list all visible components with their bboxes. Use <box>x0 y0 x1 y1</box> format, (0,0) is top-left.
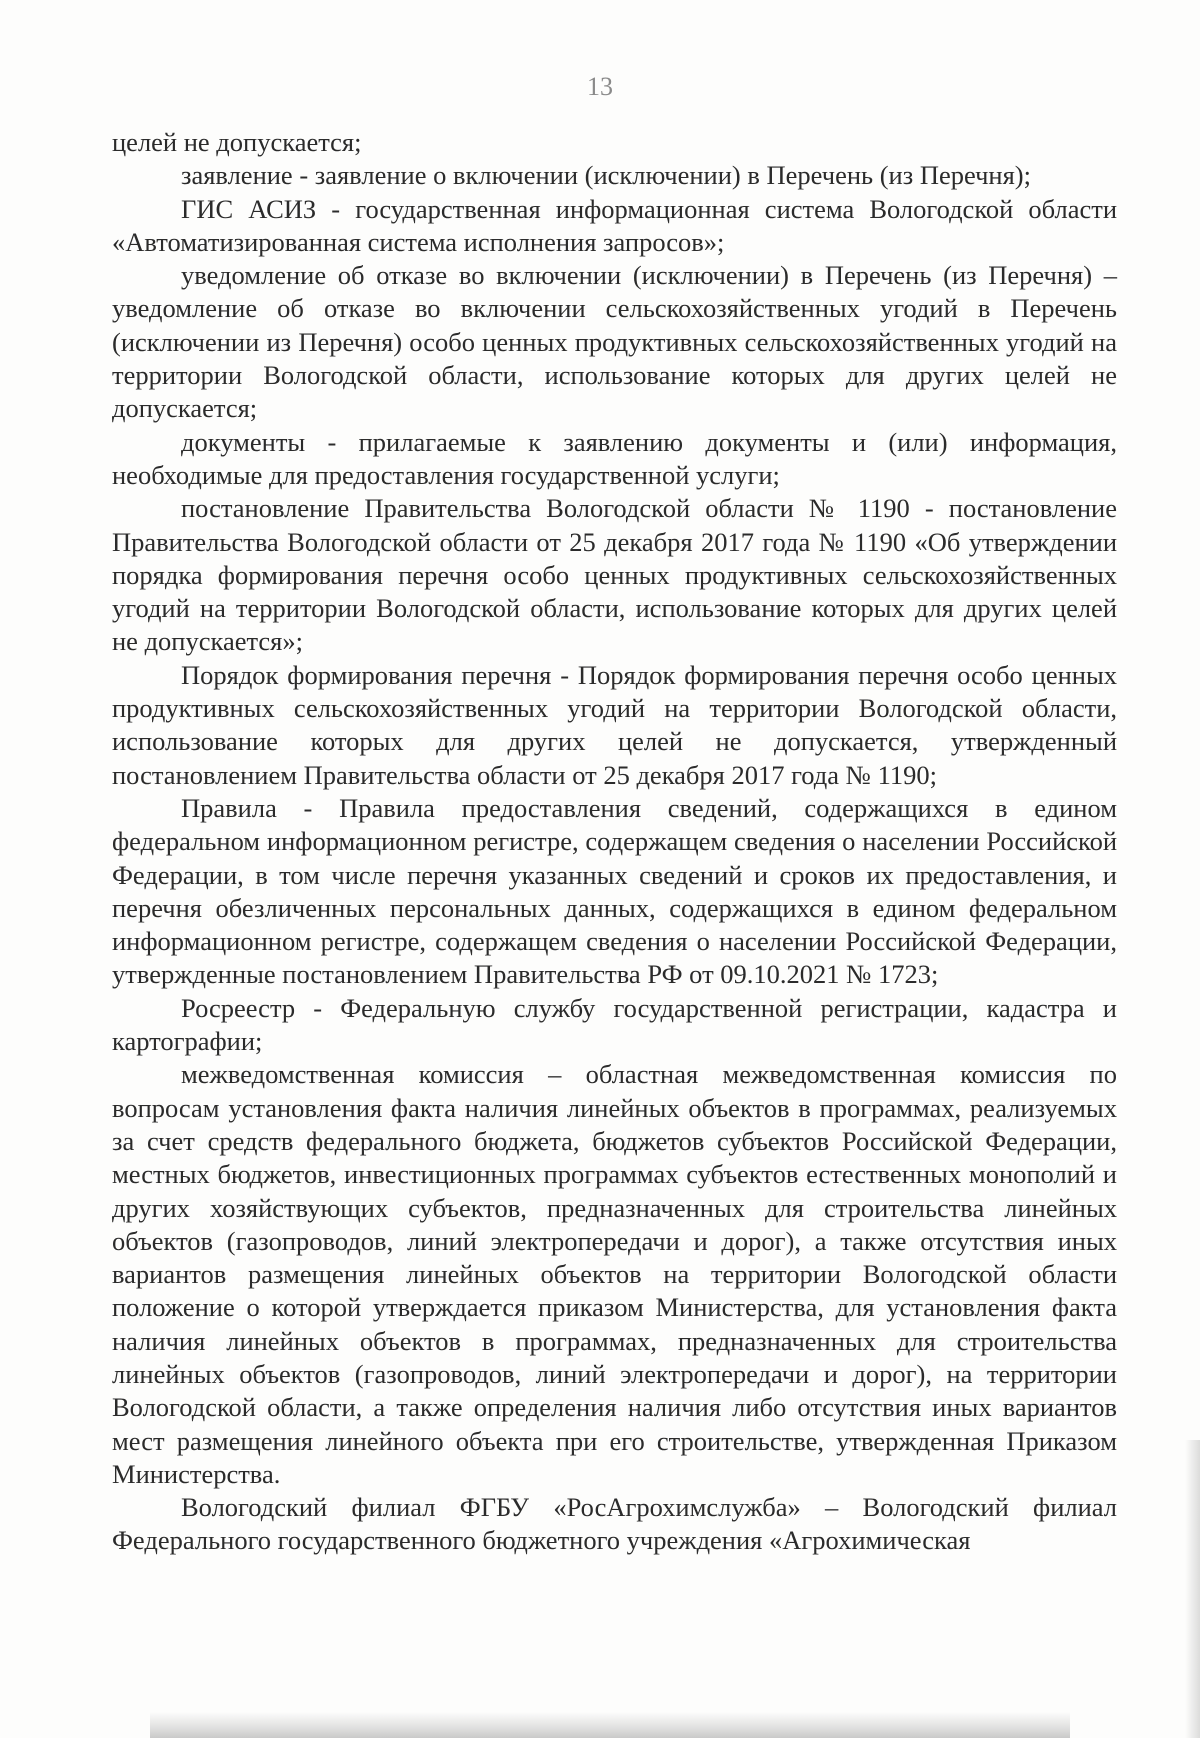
definition-mezhvedomstvennaya-komissiya: межведомственная комиссия – областная межведомственная комиссия по вопросам установления факта наличия линейных объектов в программах, реализуемых за счет средств федерального бюджета, бюджетов субъектов Российской Федерации, местных бюджетов, инвестиционных программах субъектов естественных монополий и других хозяйствующих субъектов, предназначенных для строительства линейных объектов (газопроводов, линий электропередачи и дорог), а также отсутствия иных вариантов размещения линейных объектов на территории Вологодской области положение о которой утверждается приказом Министерства, для установления факта наличия линейных объектов в программах, предназначенных для строительства линейных объектов (газопроводов, линий электропередачи и дорог), на территории Вологодской области, а также определения наличия либо отсутствия иных вариантов мест размещения линейного объекта при его строительстве, утвержденная Приказом Министерства. <box>112 1059 1117 1489</box>
definition-gis-asiz: ГИС АСИЗ - государственная информационная система Вологодской области «Автоматизированная система исполнения запросов»; <box>112 193 1117 257</box>
scan-artifact-right <box>1185 1440 1200 1738</box>
page-number: 13 <box>587 72 613 101</box>
paragraph-continuation: целей не допускается; <box>112 127 362 157</box>
definition-pravila: Правила - Правила предоставления сведений, содержащихся в едином федеральном информационном регистре, содержащем сведения о населении Российской Федерации, в том числе перечня указанных сведений и сроков их предоставления, и перечня обезличенных персональных данных, содержащихся в едином федеральном информационном регистре, содержащем сведения о населении Российской Федерации, утвержденные постановлением Правительства РФ от 09.10.2021 № 1723; <box>112 792 1117 990</box>
definition-rosreestr: Росреестр - Федеральную службу государственной регистрации, кадастра и картографии; <box>112 992 1117 1057</box>
definition-zayavlenie: заявление - заявление о включении (исключении) в Перечень (из Перечня); <box>181 160 1031 191</box>
scan-artifact-bottom <box>150 1712 1070 1738</box>
definition-poryadok-formirovaniya: Порядок формирования перечня - Порядок формирования перечня особо ценных продуктивных сельскохозяйственных угодий на территории Вологодской области, использование которых для других целей не допускается, утвержденный постановлением Правительства области от 25 декабря 2017 года № 1190; <box>112 659 1117 790</box>
definition-dokumenty: документы - прилагаемые к заявлению документы и (или) информация, необходимые для предоставления государственной услуги; <box>112 426 1117 490</box>
definition-postanovlenie-1190: постановление Правительства Вологодской области № 1190 - постановление Правительства Вологодской области от 25 декабря 2017 года № 1190 «Об утверждении порядка формирования перечня особо ценных продуктивных сельскохозяйственных угодий на территории Вологодской области, использование которых для других целей не допускается»; <box>112 493 1117 657</box>
document-body <box>112 126 1117 1558</box>
definition-vologodskiy-filial: Вологодский филиал ФГБУ «РосАгрохимслужба» – Вологодский филиал Федерального государственного бюджетного учреждения «Агрохимическая <box>112 1492 1117 1556</box>
definition-uvedomlenie-ob-otkaze: уведомление об отказе во включении (исключении) в Перечень (из Перечня) – уведомление об отказе во включении сельскохозяйственных угодий в Перечень (исключении из Перечня) особо ценных продуктивных сельскохозяйственных угодий на территории Вологодской области, использование которых для других целей не допускается; <box>112 260 1117 424</box>
